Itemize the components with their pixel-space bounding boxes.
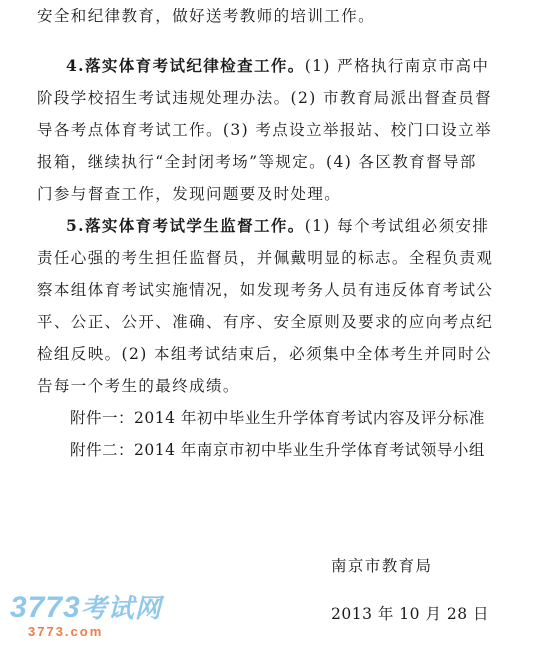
body-line: 责任心强的考生担任监督员，并佩戴明显的标志。全程负责观 bbox=[37, 249, 494, 267]
signature-date: 2013 年 10 月 28 日 bbox=[331, 605, 490, 623]
attachment-2: 附件二：2014 年南京市初中毕业生升学体育考试领导小组 bbox=[70, 441, 485, 459]
body-line: 安全和纪律教育，做好送考教师的培训工作。 bbox=[37, 7, 376, 25]
body-line: 导各考点体育考试工作。(3) 考点设立举报站、校门口设立举 bbox=[37, 121, 492, 139]
section-5-line: 5.落实体育考试学生监督工作。(1) 每个考试组必须安排 bbox=[66, 216, 490, 235]
section-5-heading: 5.落实体育考试学生监督工作。 bbox=[66, 216, 305, 235]
section-4-heading: 4.落实体育考试纪律检查工作。 bbox=[66, 56, 305, 75]
signature-org: 南京市教育局 bbox=[331, 557, 433, 575]
attachment-1: 附件一：2014 年初中毕业生升学体育考试内容及评分标准 bbox=[70, 409, 485, 427]
body-line: 报箱，继续执行“全封闭考场”等规定。(4) 各区教育督导部 bbox=[37, 153, 477, 171]
watermark-main-text: 3773考试网 bbox=[10, 591, 162, 624]
section-4-line: 4.落实体育考试纪律检查工作。(1) 严格执行南京市高中 bbox=[66, 56, 490, 75]
watermark-domain-text: 3773.com bbox=[28, 624, 104, 639]
body-line: 检组反映。(2) 本组考试结束后，必须集中全体考生并同时公 bbox=[37, 345, 492, 363]
body-line: 告每一个考生的最终成绩。 bbox=[37, 377, 240, 395]
body-line: 阶段学校招生考试违规处理办法。(2) 市教育局派出督查员督 bbox=[37, 89, 492, 107]
body-line: 察本组体育考试实施情况，如发现考务人员有违反体育考试公 bbox=[37, 281, 494, 299]
body-line: 平、公正、公开、准确、有序、安全原则及要求的应向考点纪 bbox=[37, 313, 494, 331]
site-watermark-logo bbox=[6, 586, 184, 648]
body-line: 门参与督查工作，发现问题要及时处理。 bbox=[37, 185, 342, 203]
